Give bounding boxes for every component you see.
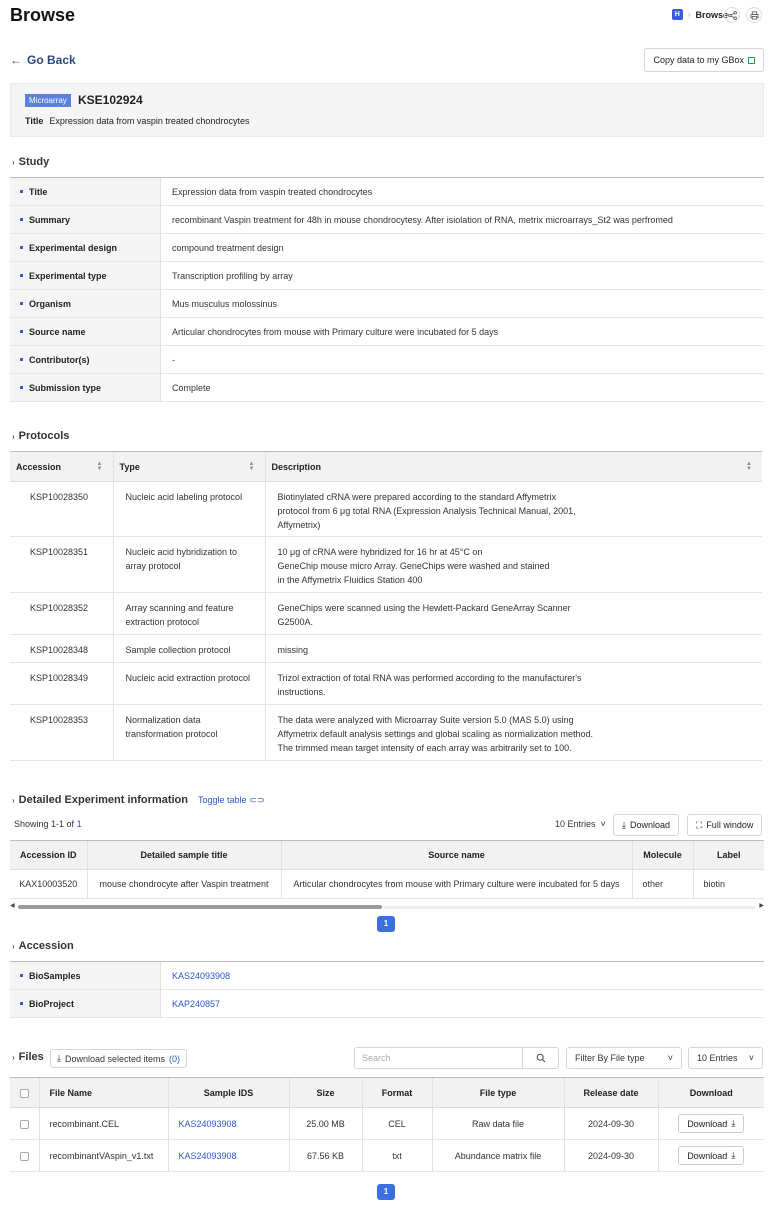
study-key: Submission type: [29, 382, 102, 393]
protocol-description: The data were analyzed with Microarray Suite version 5.0 (MAS 5.0) using Affymetrix default analysis settings and global scaling as normalization method. The trimmed mean target intensity of each array was arbitrarily set to 100.: [265, 705, 762, 761]
file-size: 25.00 MB: [289, 1108, 362, 1140]
download-label: Download: [629, 820, 671, 830]
showing-total: 1: [76, 819, 82, 829]
protocol-row: [10, 482, 762, 537]
study-key: Experimental type: [29, 270, 107, 281]
protocol-accession: KSP10028353: [10, 705, 113, 761]
experiment-heading: Detailed Experiment information: [18, 794, 188, 806]
file-download-button[interactable]: [678, 1114, 744, 1133]
protocol-row: [10, 705, 762, 761]
experiment-entries-select[interactable]: [555, 819, 606, 829]
sample-id-link[interactable]: KAS24093908: [168, 1108, 289, 1140]
search-input[interactable]: Search: [362, 1053, 391, 1063]
download-icon: ⤓: [731, 1118, 736, 1128]
row-checkbox[interactable]: [20, 1120, 29, 1129]
file-download-button[interactable]: [678, 1146, 744, 1165]
file-type: Raw data file: [432, 1108, 564, 1140]
search-icon: [536, 1053, 546, 1063]
dataset-accession: KSE102924: [78, 93, 143, 107]
protocol-description: missing: [265, 635, 762, 663]
protocols-col-accession[interactable]: [10, 452, 113, 482]
study-row: [10, 374, 764, 402]
protocol-accession: KSP10028348: [10, 635, 113, 663]
experiment-page-1[interactable]: 1: [377, 916, 395, 932]
study-row: [10, 290, 764, 318]
protocols-col-type[interactable]: [113, 452, 265, 482]
protocol-type: Nucleic acid extraction protocol: [113, 663, 265, 705]
files-col-sample[interactable]: Sample IDS: [168, 1078, 289, 1108]
bullet-icon: [20, 302, 23, 305]
entries-label: 10 Entries: [697, 1053, 738, 1063]
toggle-table-link[interactable]: [198, 795, 265, 806]
protocol-description: GeneChips were scanned using the Hewlett-Packard GeneArray Scanner G2500A.: [265, 593, 762, 635]
files-entries-select[interactable]: [688, 1047, 763, 1069]
protocol-type: Array scanning and feature extraction protocol: [113, 593, 265, 635]
files-page-1[interactable]: 1: [377, 1184, 395, 1200]
study-row: [10, 178, 764, 206]
exp-col-molecule[interactable]: Molecule: [632, 841, 693, 870]
full-window-button[interactable]: [687, 814, 762, 836]
bullet-icon: [20, 274, 23, 277]
file-format: txt: [362, 1140, 432, 1172]
filter-label: Filter By File type: [575, 1053, 645, 1063]
accession-row: [10, 990, 764, 1018]
chevron-right-icon: ›: [12, 941, 15, 951]
select-all-checkbox[interactable]: [10, 1078, 39, 1108]
table-row: [10, 870, 764, 899]
breadcrumb-current: Browse: [695, 9, 728, 20]
chevron-right-icon: ›: [12, 157, 15, 167]
files-heading: Files: [18, 1051, 44, 1063]
dataset-title: Expression data from vaspin treated chondrocytes: [49, 116, 250, 126]
entries-label: 10 Entries: [555, 819, 596, 829]
accession-key: BioSamples: [29, 970, 81, 981]
study-key: Source name: [29, 326, 86, 337]
column-label: Type: [119, 461, 140, 472]
protocol-type: Nucleic acid hybridization to array protocol: [113, 537, 265, 593]
scroll-right-icon[interactable]: ▶: [759, 903, 764, 909]
bullet-icon: [20, 386, 23, 389]
biosamples-link[interactable]: KAS24093908: [172, 970, 231, 981]
exp-molecule: other: [632, 870, 693, 899]
protocol-type: Normalization data transformation protocol: [113, 705, 265, 761]
file-name: recombinant.CEL: [39, 1108, 168, 1140]
table-row: [10, 1140, 764, 1172]
sample-id-link[interactable]: KAS24093908: [168, 1140, 289, 1172]
copy-to-gbox-button[interactable]: [644, 48, 764, 72]
bullet-icon: [20, 974, 23, 977]
exp-col-label[interactable]: Label: [693, 841, 764, 870]
chevron-down-icon: ˅: [667, 1053, 673, 1063]
protocols-heading: Protocols: [18, 430, 70, 442]
go-back-label: Go Back: [27, 53, 76, 67]
protocol-description: Biotinylated cRNA were prepared according to the standard Affymetrix protocol from 6 μg total RNA (Expression Analysis Technical Manual, 2001, Affymetrix): [265, 482, 762, 537]
checkbox[interactable]: [20, 1089, 29, 1098]
files-section-header[interactable]: [12, 1051, 44, 1063]
release-date: 2024-09-30: [564, 1140, 658, 1172]
bullet-icon: [20, 330, 23, 333]
exp-col-accession[interactable]: Accession ID: [10, 841, 87, 870]
files-search: [354, 1047, 559, 1069]
study-value: Articular chondrocytes from mouse with Primary culture were incubated for 5 days: [172, 326, 499, 337]
study-key: Title: [29, 186, 48, 197]
files-col-size[interactable]: Size: [289, 1078, 362, 1108]
showing-count: [14, 819, 82, 829]
exp-source: Articular chondrocytes from mouse with Primary culture were incubated for 5 days: [281, 870, 632, 899]
files-col-download: Download: [658, 1078, 764, 1108]
study-heading: Study: [18, 156, 50, 168]
bullet-icon: [20, 246, 23, 249]
files-col-name[interactable]: File Name: [39, 1078, 168, 1108]
breadcrumb-separator: ›: [687, 10, 691, 19]
download-selected-button[interactable]: [50, 1049, 187, 1068]
gbox-icon: [748, 57, 755, 64]
protocol-row: [10, 635, 762, 663]
breadcrumb: [672, 9, 728, 20]
download-selected-label: Download selected items: [64, 1053, 166, 1064]
study-value: Mus musculus molossinus: [172, 298, 278, 309]
selected-count: (0): [169, 1053, 181, 1064]
chevron-down-icon: ˅: [748, 1053, 754, 1063]
platform-badge: Microarray: [25, 94, 71, 107]
dataset-title-label: Title: [25, 116, 44, 126]
chevron-right-icon: ›: [12, 1052, 15, 1062]
dataset-summary: [10, 83, 764, 137]
study-row: [10, 206, 764, 234]
bullet-icon: [20, 1002, 23, 1005]
toggle-icon: ⊂⊃: [249, 794, 265, 805]
file-name: recombinantVAspin_v1.txt: [39, 1140, 168, 1172]
study-key: Organism: [29, 298, 72, 309]
dataset-title-line: [25, 116, 249, 126]
copy-to-gbox-label: Copy data to my GBox: [653, 55, 744, 65]
showing-prefix: Showing 1-1 of: [14, 819, 75, 829]
table-row: [10, 1108, 764, 1140]
experiment-section-header[interactable]: [12, 794, 265, 806]
protocol-accession: KSP10028349: [10, 663, 113, 705]
download-icon: ⤓: [57, 1053, 61, 1063]
bioproject-link[interactable]: KAP240857: [172, 998, 221, 1009]
study-key: Summary: [29, 214, 71, 225]
files-col-format[interactable]: Format: [362, 1078, 432, 1108]
download-label: Download: [687, 1150, 728, 1161]
files-col-type[interactable]: File type: [432, 1078, 564, 1108]
download-icon: ⤓: [731, 1150, 736, 1160]
files-col-date[interactable]: Release date: [564, 1078, 658, 1108]
exp-label: biotin: [693, 870, 764, 899]
bullet-icon: [20, 358, 23, 361]
protocols-col-description[interactable]: [265, 452, 762, 482]
protocol-description: Trizol extraction of total RNA was performed according to the manufacturer's instructions.: [265, 663, 762, 705]
files-table: [10, 1077, 764, 1172]
study-value: recombinant Vaspin treatment for 48h in mouse chondrocytesy. After isiolation of RNA, metrix microarrays_St2 was perfromed: [172, 214, 673, 225]
home-icon[interactable]: H: [672, 9, 683, 20]
protocol-row: [10, 537, 762, 593]
study-value: compound treatment design: [172, 242, 284, 253]
share-icon[interactable]: [724, 7, 740, 23]
go-back-link[interactable]: [10, 53, 76, 67]
arrow-left-icon: ←: [10, 53, 22, 67]
chevron-down-icon: ˅: [600, 819, 606, 829]
study-value: Expression data from vaspin treated chondrocytes: [172, 186, 373, 197]
row-checkbox[interactable]: [20, 1152, 29, 1161]
experiment-download-button[interactable]: [613, 814, 679, 836]
study-value: Transcription profiling by array: [172, 270, 293, 281]
protocols-table: [10, 451, 762, 761]
exp-col-title[interactable]: Detailed sample title: [87, 841, 281, 870]
scrollbar-thumb[interactable]: [18, 905, 382, 909]
study-section-header[interactable]: [12, 156, 49, 168]
protocol-accession: KSP10028351: [10, 537, 113, 593]
exp-accession: KAX10003520: [10, 870, 87, 899]
bullet-icon: [20, 218, 23, 221]
study-row: [10, 346, 764, 374]
accession-section-header[interactable]: [12, 940, 74, 952]
horizontal-scrollbar[interactable]: [10, 904, 764, 910]
expand-icon: ⛶: [696, 819, 703, 830]
file-size: 67.56 KB: [289, 1140, 362, 1172]
file-type-filter[interactable]: [566, 1047, 682, 1069]
experiment-table: [10, 840, 764, 899]
sort-icon: ▲ ▼: [248, 461, 255, 472]
study-key: Experimental design: [29, 242, 118, 253]
accession-table: [10, 961, 764, 1018]
scroll-left-icon[interactable]: ◀: [10, 903, 15, 909]
search-button[interactable]: [522, 1048, 558, 1068]
study-row: [10, 318, 764, 346]
protocols-section-header[interactable]: [12, 430, 69, 442]
sort-icon: ▲ ▼: [96, 461, 103, 472]
download-icon: ⤓: [622, 819, 626, 830]
column-label: Accession: [16, 461, 62, 472]
print-icon[interactable]: [746, 7, 762, 23]
protocol-type: Nucleic acid labeling protocol: [113, 482, 265, 537]
download-label: Download: [687, 1118, 728, 1129]
protocol-type: Sample collection protocol: [113, 635, 265, 663]
sort-icon: ▲ ▼: [746, 461, 752, 472]
exp-col-source[interactable]: Source name: [281, 841, 632, 870]
full-window-label: Full window: [706, 820, 754, 830]
accession-key: BioProject: [29, 998, 75, 1009]
study-key: Contributor(s): [29, 354, 90, 365]
study-row: [10, 262, 764, 290]
release-date: 2024-09-30: [564, 1108, 658, 1140]
toggle-table-label: Toggle table: [197, 795, 247, 805]
bullet-icon: [20, 190, 23, 193]
study-value: -: [172, 354, 175, 365]
chevron-right-icon: ›: [12, 431, 15, 441]
protocol-accession: KSP10028352: [10, 593, 113, 635]
exp-title: mouse chondrocyte after Vaspin treatment: [87, 870, 281, 899]
study-value: Complete: [172, 382, 211, 393]
page-title: Browse: [10, 5, 76, 25]
accession-row: [10, 962, 764, 990]
accession-heading: Accession: [18, 940, 74, 952]
study-table: [10, 177, 764, 402]
protocol-row: [10, 593, 762, 635]
protocol-row: [10, 663, 762, 705]
file-format: CEL: [362, 1108, 432, 1140]
protocol-description: 10 μg of cRNA were hybridized for 16 hr at 45°C on GeneChip mouse micro Array. GeneChips were washed and stained in the Affymetrix Fluidics Station 400: [265, 537, 762, 593]
protocol-accession: KSP10028350: [10, 482, 113, 537]
study-row: [10, 234, 764, 262]
file-type: Abundance matrix file: [432, 1140, 564, 1172]
chevron-right-icon: ›: [12, 795, 15, 805]
column-label: Description: [271, 461, 322, 472]
